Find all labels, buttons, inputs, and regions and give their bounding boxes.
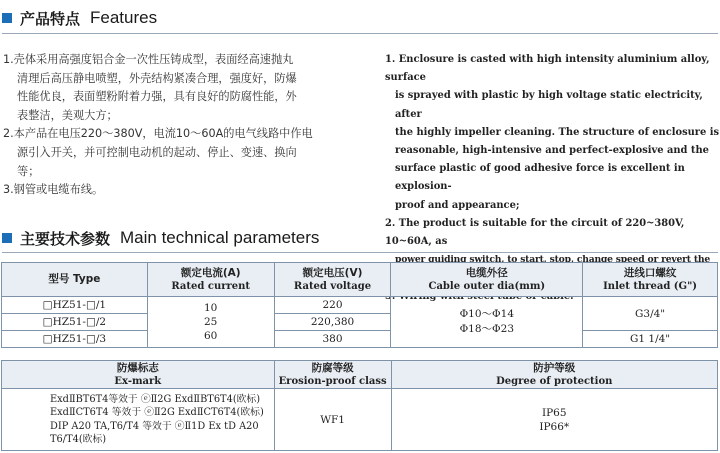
model-cell: □HZ51-□/2 bbox=[2, 314, 148, 331]
features-divider bbox=[2, 33, 718, 34]
params-divider bbox=[2, 252, 718, 253]
header-protection-degree: 防护等级 Degree of protection bbox=[391, 361, 717, 389]
protection-value: IP66* bbox=[539, 420, 570, 433]
header-ex-mark: 防爆标志 Ex-mark bbox=[2, 361, 275, 389]
protection-header-row bbox=[2, 361, 718, 389]
protection-table bbox=[1, 360, 718, 451]
thread-cell: G1 1/4" bbox=[583, 331, 718, 348]
feature-cn-line: 清理后高压静电喷塑，外壳结构紧凑合理，强度好，防爆 bbox=[17, 71, 297, 85]
current-value: 25 bbox=[204, 316, 218, 328]
feature-cn-line: 表整洁，美观大方； bbox=[17, 108, 118, 122]
features-title-en: Features bbox=[90, 8, 158, 27]
thread-cell: G3/4" bbox=[583, 297, 718, 331]
feature-en-line: reasonable, high-intensive and perfect-explosive and the bbox=[395, 145, 709, 157]
feature-cn-line: 2.本产品在电压220～380V，电流10～60A的电气线路中作电 bbox=[3, 127, 313, 141]
feature-en-line: power guiding switch, to start, stop, change speed or revert the motor; bbox=[395, 254, 711, 284]
header-erosion-class: 防腐等级 Erosion-proof class bbox=[274, 361, 391, 389]
feature-cn-item-3 bbox=[3, 181, 363, 200]
section-square-icon bbox=[2, 13, 12, 23]
features-header bbox=[0, 3, 720, 33]
section-square-icon bbox=[2, 233, 12, 243]
feature-en-line: 3. Wiring with steel tube or cable. bbox=[385, 290, 574, 302]
erosion-cell: WF1 bbox=[274, 389, 391, 451]
feature-cn-item-1 bbox=[3, 51, 363, 125]
header-inlet-thread: 进线口螺纹 Inlet thread (G") bbox=[583, 263, 718, 297]
feature-en-line: the highly impeller cleaning. The structure of enclosure is bbox=[395, 126, 720, 138]
table-row bbox=[2, 389, 718, 451]
header-cable-dia: 电缆外径 Cable outer dia(mm) bbox=[391, 263, 583, 297]
current-value: 10 bbox=[204, 302, 218, 314]
specs-table bbox=[1, 262, 718, 348]
protection-cell bbox=[391, 389, 717, 451]
feature-cn-line: 性能优良，表面塑粉附着力强，具有良好的防腐性能，外 bbox=[17, 90, 297, 104]
feature-en-line: surface plastic of good adhesive force is excellent in explosion- bbox=[395, 163, 685, 193]
cable-value: Φ10～Φ14 bbox=[459, 308, 515, 320]
current-cell bbox=[147, 297, 274, 348]
voltage-cell: 220 bbox=[274, 297, 391, 314]
feature-en-line: 1. Enclosure is casted with high intensity aluminium alloy, surface bbox=[385, 54, 710, 84]
header-rated-voltage: 额定电压(V) Rated voltage bbox=[274, 263, 391, 297]
current-value: 60 bbox=[204, 330, 218, 342]
params-header bbox=[0, 223, 720, 253]
features-title-cn: 产品特点 bbox=[20, 9, 81, 28]
feature-cn-line: 3.钢管或电缆布线。 bbox=[3, 183, 104, 197]
feature-en-line: is sprayed with plastic by high voltage static electricity, after bbox=[395, 90, 703, 120]
voltage-cell: 220,380 bbox=[274, 314, 391, 331]
model-cell: □HZ51-□/1 bbox=[2, 297, 148, 314]
protection-value: IP65 bbox=[541, 406, 567, 419]
voltage-cell: 380 bbox=[274, 331, 391, 348]
cable-value: Φ18～Φ23 bbox=[459, 323, 515, 335]
feature-cn-line: 等； bbox=[17, 164, 40, 178]
table-row bbox=[2, 297, 718, 314]
feature-cn-line: 1.壳体采用高强度铝合金一次性压铸成型，表面经高速抛丸 bbox=[3, 53, 294, 66]
cable-cell bbox=[391, 297, 583, 348]
specs-header-row bbox=[2, 263, 718, 297]
ex-mark-cell bbox=[2, 389, 275, 451]
header-type: 型号 Type bbox=[2, 263, 148, 297]
feature-cn-line: 源引入开关，并可控制电动机的起动、停止、变速、换向 bbox=[17, 145, 297, 159]
model-cell: □HZ51-□/3 bbox=[2, 331, 148, 348]
features-cn-list bbox=[3, 51, 363, 200]
feature-en-item-1 bbox=[385, 51, 720, 215]
params-title-cn: 主要技术参数 bbox=[20, 229, 111, 248]
table-row bbox=[2, 331, 718, 348]
ex-mark-line: ExdⅡBT6T4等效于 ⓔⅡ2G ExdⅡBT6T4(欧标) bbox=[50, 393, 261, 405]
feature-en-line: proof and appearance; bbox=[395, 199, 520, 211]
header-rated-current: 额定电流(A) Rated current bbox=[147, 263, 274, 297]
ex-mark-line: ExdⅡCT6T4 等效于 ⓔⅡ2G ExdⅡCT6T4(欧标) bbox=[50, 407, 264, 418]
params-title-en: Main technical parameters bbox=[120, 228, 320, 247]
ex-mark-line: DIP A20 TA,T6/T4 等效于 ⓔⅡ1D Ex tD A20 T6/T4(欧标) bbox=[50, 420, 259, 445]
feature-en-line: 2. The product is suitable for the circuit of 220~380V, 10~60A, as bbox=[385, 217, 685, 248]
feature-cn-item-2 bbox=[3, 125, 363, 181]
